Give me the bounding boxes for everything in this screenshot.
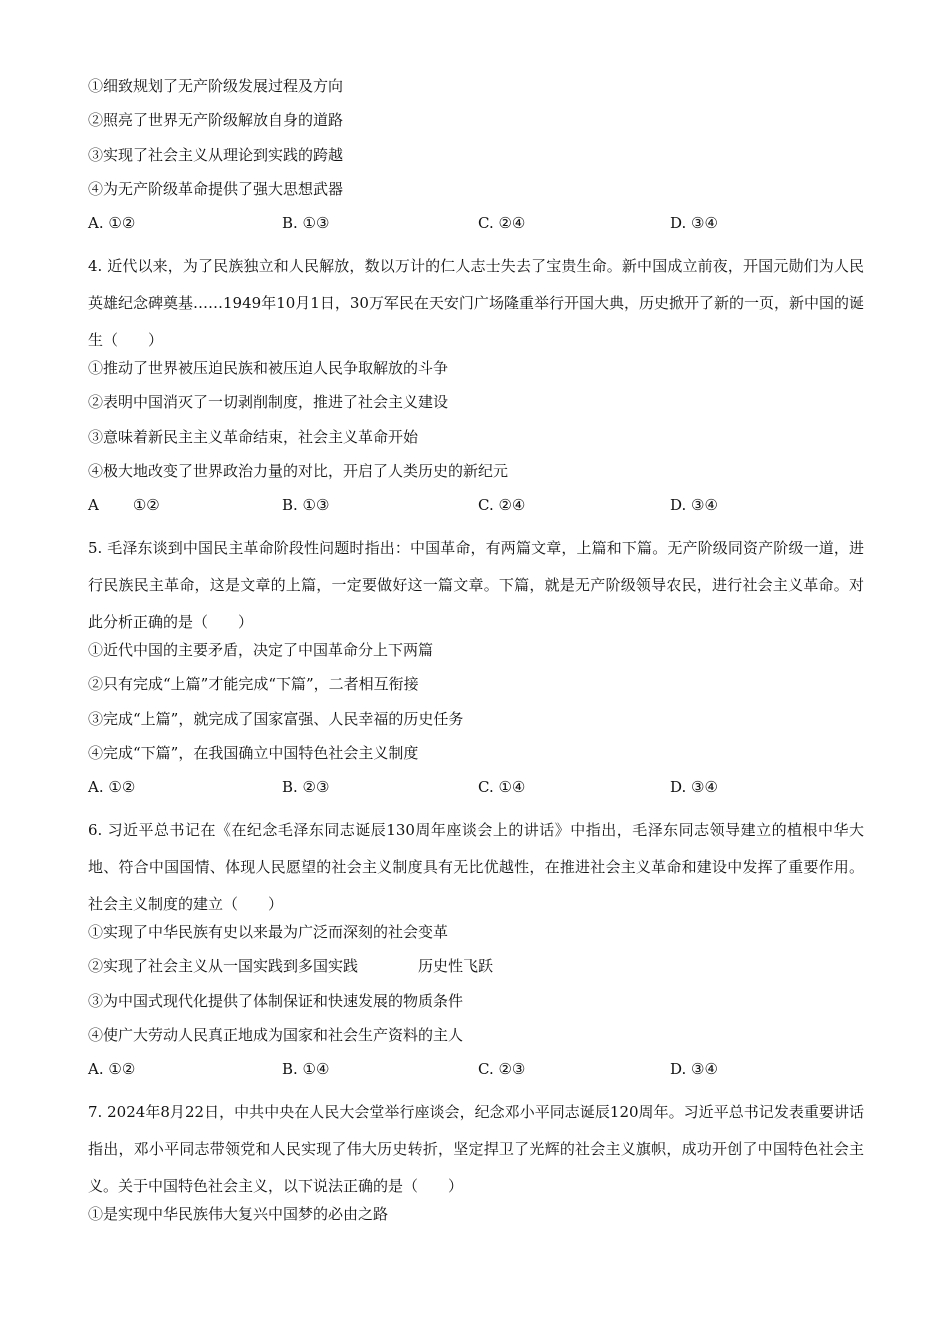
q4-option-d[interactable]: D. ③④ <box>670 496 718 514</box>
q4-item-4: ④极大地改变了世界政治力量的对比，开启了人类历史的新纪元 <box>88 462 509 480</box>
q6-option-b[interactable]: B. ①④ <box>282 1060 330 1078</box>
q5-item-2: ②只有完成“上篇”才能完成“下篇”，二者相互衔接 <box>88 675 419 693</box>
q5-item-4: ④完成“下篇”，在我国确立中国特色社会主义制度 <box>88 744 419 762</box>
q6-item-4: ④使广大劳动人民真正地成为国家和社会生产资料的主人 <box>88 1026 464 1044</box>
q6-stem: 6. 习近平总书记在《在纪念毛泽东同志诞辰130周年座谈会上的讲话》中指出，毛泽东同志领导建立的植根中华大地、符合中国国情、体现人民愿望的社会主义制度具有无比优越性，在推进社会主义革命和建设中发挥了重要作用。社会主义制度的建立（ ） <box>88 821 864 913</box>
q5-options <box>88 776 864 798</box>
q3-item-3: ③实现了社会主义从理论到实践的跨越 <box>88 146 344 164</box>
q5-option-d[interactable]: D. ③④ <box>670 778 718 796</box>
q6-option-d[interactable]: D. ③④ <box>670 1060 718 1078</box>
q4-option-a-choice: ①② <box>132 496 160 514</box>
q5-option-a[interactable]: A. ①② <box>88 778 136 796</box>
q6-options <box>88 1058 864 1080</box>
q3-option-c[interactable]: C. ②④ <box>478 214 526 232</box>
q3-item-4: ④为无产阶级革命提供了强大思想武器 <box>88 180 344 198</box>
q3-item-1: ①细致规划了无产阶级发展过程及方向 <box>88 77 344 95</box>
q3-option-d[interactable]: D. ③④ <box>670 214 718 232</box>
q4-option-a-letter: A <box>88 496 99 514</box>
q5-item-1: ①近代中国的主要矛盾，决定了中国革命分上下两篇 <box>88 641 434 659</box>
q4-item-2: ②表明中国消灭了一切剥削制度，推进了社会主义建设 <box>88 393 449 411</box>
q7-stem: 7. 2024年8月22日，中共中央在人民大会堂举行座谈会，纪念邓小平同志诞辰120周年。习近平总书记发表重要讲话指出，邓小平同志带领党和人民实现了伟大历史转折，坚定捍卫了光辉的社会主义旗帜，成功开创了中国特色社会主义。关于中国特色社会主义，以下说法正确的是（ ） <box>88 1103 864 1195</box>
q4-item-3: ③意味着新民主主义革命结束，社会主义革命开始 <box>88 428 419 446</box>
q4-option-b[interactable]: B. ①③ <box>282 496 330 514</box>
q6-option-c[interactable]: C. ②③ <box>478 1060 526 1078</box>
q4-option-c[interactable]: C. ②④ <box>478 496 526 514</box>
q3-option-a[interactable]: A. ①② <box>88 214 136 232</box>
q4-option-a[interactable] <box>88 494 160 516</box>
q7-item-1: ①是实现中华民族伟大复兴中国梦的必由之路 <box>88 1205 389 1223</box>
q3-option-b[interactable]: B. ①③ <box>282 214 330 232</box>
q4-stem: 4. 近代以来，为了民族独立和人民解放，数以万计的仁人志士失去了宝贵生命。新中国成立前夜，开国元勋们为人民英雄纪念碑奠基……1949年10月1日，30万军民在天安门广场隆重举行开国大典，历史掀开了新的一页，新中国的诞生（ ） <box>88 257 864 349</box>
q5-option-b[interactable]: B. ②③ <box>282 778 330 796</box>
q3-item-2: ②照亮了世界无产阶级解放自身的道路 <box>88 111 344 129</box>
q6-option-a[interactable]: A. ①② <box>88 1060 136 1078</box>
q3-options <box>88 212 864 234</box>
q6-item-2-part-1: ②实现了社会主义从一国实践到多国实践 <box>88 957 359 975</box>
q6-item-2 <box>88 955 493 977</box>
q5-item-3: ③完成“上篇”，就完成了国家富强、人民幸福的历史任务 <box>88 710 464 728</box>
q4-item-1: ①推动了世界被压迫民族和被压迫人民争取解放的斗争 <box>88 359 449 377</box>
q5-stem: 5. 毛泽东谈到中国民主革命阶段性问题时指出：中国革命，有两篇文章，上篇和下篇。无产阶级同资产阶级一道，进行民族民主革命，这是文章的上篇，一定要做好这一篇文章。下篇，就是无产阶级领导农民，进行社会主义革命。对此分析正确的是（ ） <box>88 539 864 631</box>
q6-item-1: ①实现了中华民族有史以来最为广泛而深刻的社会变革 <box>88 923 449 941</box>
q5-option-c[interactable]: C. ①④ <box>478 778 526 796</box>
q6-item-2-part-2: 历史性飞跃 <box>418 957 494 975</box>
q6-item-3: ③为中国式现代化提供了体制保证和快速发展的物质条件 <box>88 992 464 1010</box>
q4-options <box>88 494 864 516</box>
